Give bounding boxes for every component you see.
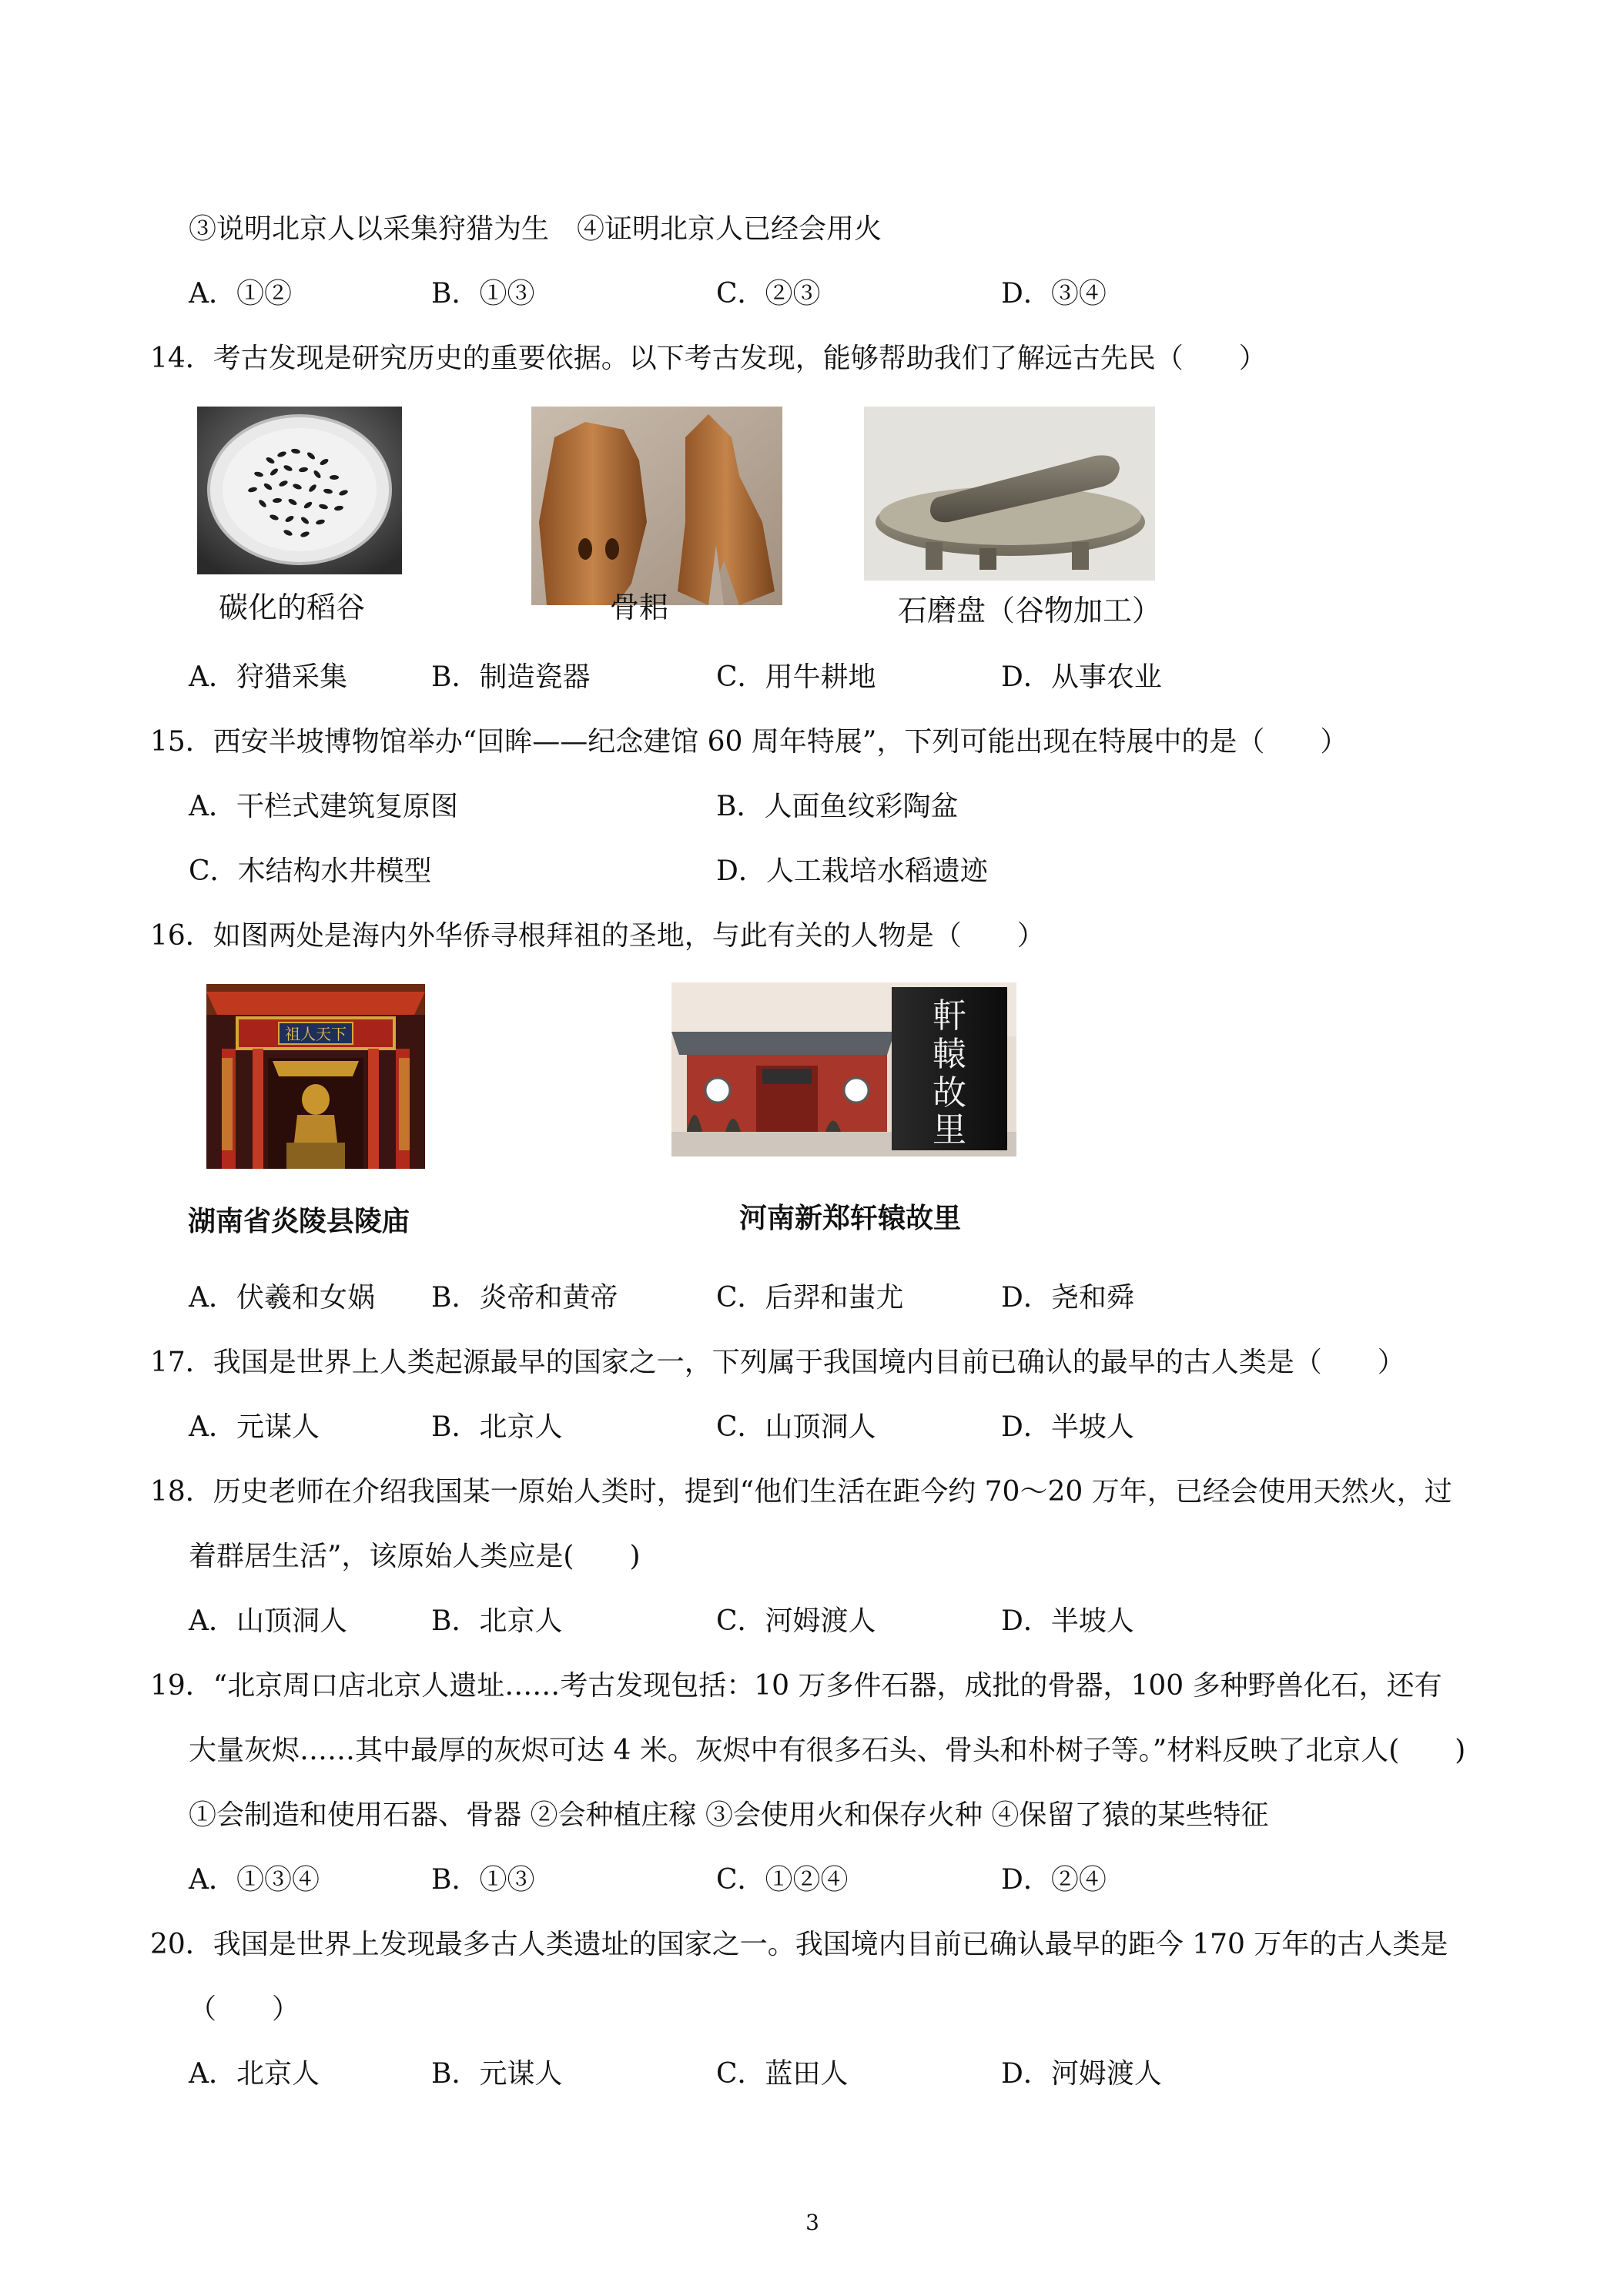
q14-option-b[interactable]: B．制造瓷器 — [431, 661, 591, 693]
q15-option-c[interactable]: C．木结构水井模型 — [189, 855, 432, 887]
stele-char-3: 故 — [933, 1073, 966, 1113]
q13-option-b[interactable]: B．①③ — [431, 278, 535, 310]
q20-option-a[interactable]: A．北京人 — [189, 2058, 320, 2090]
q14-option-d[interactable]: D．从事农业 — [1001, 661, 1162, 693]
stele-char-1: 軒 — [933, 996, 966, 1036]
q19-option-d[interactable]: D．②④ — [1001, 1864, 1107, 1896]
q18-stem-line2: 着群居生活”，该原始人类应是( ) — [189, 1541, 641, 1572]
hometown-gate-caption: 河南新郑轩辕故里 — [739, 1203, 962, 1234]
q19-option-a[interactable]: A．①③④ — [189, 1864, 320, 1896]
q13-option-a[interactable]: A．①② — [189, 278, 292, 310]
q15-option-d[interactable]: D．人工栽培水稻遗迹 — [716, 855, 988, 887]
hometown-gate-photo — [671, 982, 1016, 1156]
temple-shrine-caption: 湖南省炎陵县陵庙 — [188, 1206, 410, 1237]
q18-option-a[interactable]: A．山顶洞人 — [189, 1605, 347, 1637]
q18-option-c[interactable]: C．河姆渡人 — [716, 1605, 876, 1637]
q19-stem-line2: 大量灰烬……其中最厚的灰烬可达 4 米。灰烬中有很多石头、骨头和朴树子等。”材料反映了北京人( ) — [189, 1735, 1466, 1766]
q17-option-d[interactable]: D．半坡人 — [1001, 1411, 1134, 1443]
carbonized-rice-photo — [197, 407, 402, 574]
q17-stem: 17．我国是世界上人类起源最早的国家之一，下列属于我国境内目前已确认的最早的古人类是（ ） — [150, 1347, 1405, 1378]
q15-option-b[interactable]: B．人面鱼纹彩陶盆 — [716, 791, 959, 822]
q16-option-a[interactable]: A．伏羲和女娲 — [189, 1282, 375, 1314]
q15-stem: 15．西安半坡博物馆举办“回眸——纪念建馆 60 周年特展”，下列可能出现在特展中的是（ ） — [150, 726, 1348, 758]
q16-option-c[interactable]: C．后羿和蚩尤 — [716, 1282, 904, 1314]
page-number: 3 — [805, 2210, 819, 2235]
bone-spade-photo — [531, 407, 782, 605]
q20-stem-line1: 20．我国是世界上发现最多古人类遗址的国家之一。我国境内目前已确认最早的距今 170 万年的古人类是 — [150, 1929, 1448, 1960]
q14-stem: 14．考古发现是研究历史的重要依据。以下考古发现，能够帮助我们了解远古先民（ ） — [150, 343, 1267, 374]
q18-stem-line1: 18．历史老师在介绍我国某一原始人类时，提到“他们生活在距今约 70～20 万年，已经会使用天然火，过 — [150, 1476, 1452, 1508]
q19-option-b[interactable]: B．①③ — [431, 1864, 535, 1896]
stone-grinding-slab-photo — [864, 407, 1155, 581]
q19-stem-line1: 19．“北京周口店北京人遗址……考古发现包括：10 万多件石器，成批的骨器，100 多种野兽化石，还有 — [150, 1670, 1442, 1702]
q16-stem: 16．如图两处是海内外华侨寻根拜祖的圣地，与此有关的人物是（ ） — [150, 920, 1045, 952]
q18-option-b[interactable]: B．北京人 — [431, 1605, 563, 1637]
q20-stem-line2: （ ） — [189, 1993, 300, 2025]
q13-option-c[interactable]: C．②③ — [716, 278, 821, 310]
q18-option-d[interactable]: D．半坡人 — [1001, 1605, 1134, 1637]
q16-option-b[interactable]: B．炎帝和黄帝 — [431, 1282, 618, 1314]
q17-option-b[interactable]: B．北京人 — [431, 1411, 563, 1443]
temple-plaque-text: 祖人天下 — [285, 1025, 347, 1043]
q14-option-c[interactable]: C．用牛耕地 — [716, 661, 876, 693]
q19-option-c[interactable]: C．①②④ — [716, 1864, 849, 1896]
q19-statements: ①会制造和使用石器、骨器 ②会种植庄稼 ③会使用火和保存火种 ④保留了猿的某些特征 — [189, 1799, 1269, 1831]
q13-option-d[interactable]: D．③④ — [1001, 278, 1107, 310]
q17-option-a[interactable]: A．元谋人 — [189, 1411, 320, 1443]
q20-option-b[interactable]: B．元谋人 — [431, 2058, 563, 2090]
carbonized-rice-caption: 碳化的稻谷 — [219, 591, 366, 624]
bone-spade-caption: 骨耜 — [610, 591, 669, 624]
q17-option-c[interactable]: C．山顶洞人 — [716, 1411, 876, 1443]
q20-option-c[interactable]: C．蓝田人 — [716, 2058, 849, 2090]
q15-option-a[interactable]: A．干栏式建筑复原图 — [189, 791, 458, 822]
q20-option-d[interactable]: D．河姆渡人 — [1001, 2058, 1162, 2090]
stele-char-2: 轅 — [933, 1035, 966, 1074]
q14-option-a[interactable]: A．狩猎采集 — [189, 661, 347, 693]
q13-statement-line: ③说明北京人以采集狩猎为生 ④证明北京人已经会用火 — [189, 213, 882, 245]
stone-grinding-slab-caption: 石磨盘（谷物加工） — [898, 594, 1162, 628]
temple-shrine-photo — [206, 984, 425, 1169]
stele-char-4: 里 — [933, 1110, 966, 1150]
q16-option-d[interactable]: D．尧和舜 — [1001, 1282, 1134, 1314]
